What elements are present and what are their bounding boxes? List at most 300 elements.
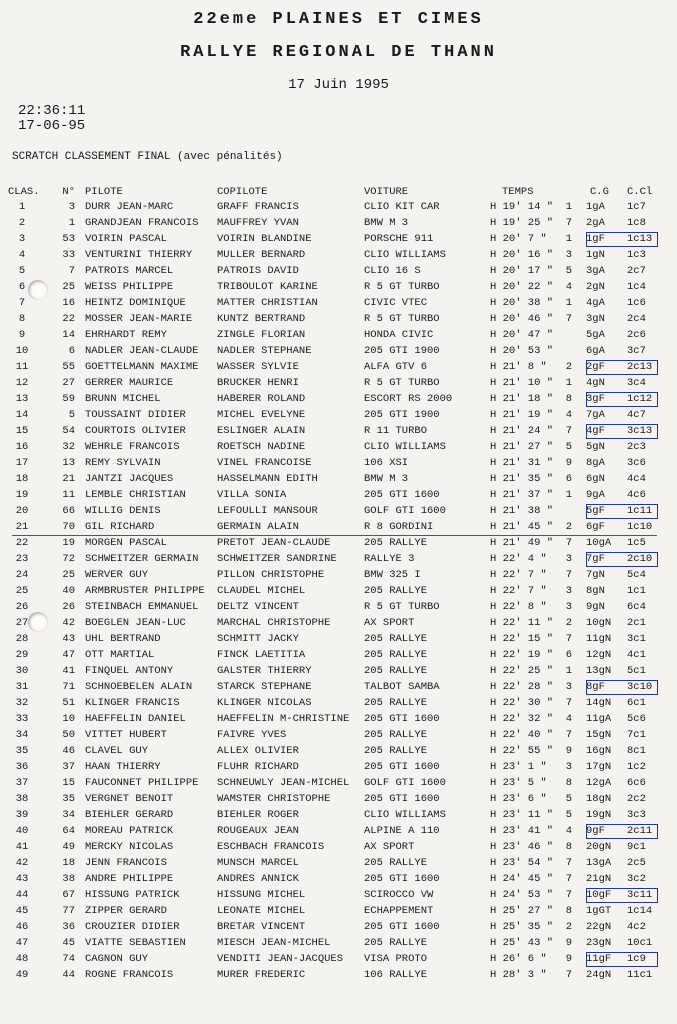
cell-pen: 8 <box>565 905 572 917</box>
cell-cg: 12gA <box>586 777 612 789</box>
col-no: N° <box>62 186 75 198</box>
cell-no: 14 <box>62 329 75 341</box>
cell-ccl: 6c6 <box>627 777 646 789</box>
cell-pen: 9 <box>565 937 572 949</box>
cell-pilote: HISSUNG PATRICK <box>85 889 180 901</box>
cell-voiture: GOLF GTI 1600 <box>364 777 446 789</box>
cell-temps: H 20' 17 " <box>490 265 554 277</box>
cell-ccl: 2c6 <box>627 329 646 341</box>
cell-cg: 9gA <box>586 489 605 501</box>
cell-no: 6 <box>68 345 75 357</box>
cell-voiture: RALLYE 3 <box>364 553 415 565</box>
cell-copilote: BIEHLER ROGER <box>217 809 299 821</box>
cell-voiture: CLIO 16 S <box>364 265 421 277</box>
col-voiture: VOITURE <box>364 186 409 198</box>
cell-clas: 11 <box>15 361 29 373</box>
cell-copilote: VENDITI JEAN-JACQUES <box>217 953 344 965</box>
cell-temps: H 22' 19 " <box>490 649 554 661</box>
cell-pilote: JANTZI JACQUES <box>85 473 174 485</box>
cell-clas: 41 <box>15 841 29 853</box>
cell-pen: 3 <box>565 601 572 613</box>
cell-cg: 3gF <box>586 393 605 405</box>
cell-pen: 3 <box>565 585 572 597</box>
cell-pen: 2 <box>565 361 572 373</box>
cell-voiture: 205 GTI 1600 <box>364 873 440 885</box>
cell-cg: 5gN <box>586 441 605 453</box>
cell-cg: 2gF <box>586 361 605 373</box>
cell-ccl: 6c4 <box>627 601 646 613</box>
cell-no: 26 <box>62 601 75 613</box>
cell-temps: H 20' 47 " <box>490 329 554 341</box>
cell-temps: H 22' 15 " <box>490 633 554 645</box>
cell-temps: H 20' 22 " <box>490 281 554 293</box>
cell-no: 3 <box>68 201 75 213</box>
cell-ccl: 5c6 <box>627 713 646 725</box>
cell-ccl: 8c1 <box>627 745 646 757</box>
cell-pilote: ARMBRUSTER PHILIPPE <box>85 585 205 597</box>
cell-copilote: GERMAIN ALAIN <box>217 521 299 533</box>
cell-no: 55 <box>62 361 75 373</box>
cell-cg: 12gN <box>586 649 612 661</box>
cell-pilote: ANDRE PHILIPPE <box>85 873 174 885</box>
cell-pen: 2 <box>565 617 572 629</box>
cell-cg: 23gN <box>586 937 612 949</box>
cell-clas: 1 <box>18 201 26 213</box>
cell-pen: 6 <box>565 649 572 661</box>
cell-copilote: KLINGER NICOLAS <box>217 697 312 709</box>
cell-copilote: FINCK LAETITIA <box>217 649 306 661</box>
cell-cg: 7gF <box>586 553 605 565</box>
cell-pilote: VERGNET BENOIT <box>85 793 174 805</box>
cell-clas: 37 <box>15 777 29 789</box>
cell-pilote: MOREAU PATRICK <box>85 825 174 837</box>
cell-ccl: 1c1 <box>627 585 646 597</box>
cell-ccl: 4c1 <box>627 649 646 661</box>
cell-temps: H 21' 31 " <box>490 457 554 469</box>
cell-no: 25 <box>62 281 75 293</box>
cell-clas: 45 <box>15 905 29 917</box>
cell-cg: 15gN <box>586 729 612 741</box>
cell-pen: 3 <box>565 681 572 693</box>
cell-pen: 7 <box>565 697 572 709</box>
cell-temps: H 19' 25 " <box>490 217 554 229</box>
cell-temps: H 20' 16 " <box>490 249 554 261</box>
cell-clas: 36 <box>15 761 29 773</box>
cell-ccl: 1c7 <box>627 201 646 213</box>
cell-temps: H 21' 10 " <box>490 377 554 389</box>
cell-clas: 46 <box>15 921 29 933</box>
cell-pilote: OTT MARTIAL <box>85 649 155 661</box>
cell-cg: 19gN <box>586 809 612 821</box>
cell-voiture: R 5 GT TURBO <box>364 281 440 293</box>
cell-no: 54 <box>62 425 75 437</box>
cell-voiture: 106 XSI <box>364 457 409 469</box>
cell-temps: H 25' 35 " <box>490 921 554 933</box>
cell-copilote: LEONATE MICHEL <box>217 905 306 917</box>
cell-clas: 19 <box>15 489 29 501</box>
print-time: 22:36:11 <box>18 103 86 119</box>
cell-pilote: UHL BERTRAND <box>85 633 161 645</box>
event-date: 17 Juin 1995 <box>288 77 389 93</box>
cell-ccl: 1c6 <box>627 297 646 309</box>
cell-copilote: ANDRES ANNICK <box>217 873 299 885</box>
punch-hole-icon <box>28 612 48 632</box>
cell-cg: 1gN <box>586 249 605 261</box>
cell-clas: 13 <box>15 393 29 405</box>
cell-no: 71 <box>62 681 75 693</box>
cell-pilote: EHRHARDT REMY <box>85 329 167 341</box>
cell-pen: 4 <box>565 281 572 293</box>
cell-clas: 32 <box>15 697 29 709</box>
cell-ccl: 2c11 <box>627 825 653 837</box>
cell-copilote: ROUGEAUX JEAN <box>217 825 299 837</box>
cell-temps: H 22' 7 " <box>490 569 547 581</box>
cell-voiture: BMW M 3 <box>364 473 409 485</box>
cell-clas: 7 <box>18 297 26 309</box>
cell-ccl: 3c6 <box>627 457 646 469</box>
cell-copilote: GRAFF FRANCIS <box>217 201 299 213</box>
cell-temps: H 21' 8 " <box>490 361 547 373</box>
cell-cg: 14gN <box>586 697 612 709</box>
cell-voiture: PORSCHE 911 <box>364 233 434 245</box>
cell-temps: H 25' 43 " <box>490 937 554 949</box>
cell-no: 49 <box>62 841 75 853</box>
cell-cg: 4gA <box>586 297 605 309</box>
cell-no: 13 <box>62 457 75 469</box>
cell-ccl: 2c2 <box>627 793 646 805</box>
cell-voiture: HONDA CIVIC <box>364 329 434 341</box>
cell-ccl: 5c1 <box>627 665 646 677</box>
cell-cg: 13gA <box>586 857 612 869</box>
cell-copilote: WAMSTER CHRISTOPHE <box>217 793 331 805</box>
cell-copilote: VOIRIN BLANDINE <box>217 233 312 245</box>
cell-no: 43 <box>62 633 75 645</box>
cell-clas: 44 <box>15 889 29 901</box>
cell-copilote: MIESCH JEAN-MICHEL <box>217 937 331 949</box>
cell-pilote: GRANDJEAN FRANCOIS <box>85 217 199 229</box>
cell-copilote: ZINGLE FLORIAN <box>217 329 306 341</box>
cell-copilote: SCHWEITZER SANDRINE <box>217 553 337 565</box>
cell-pen: 6 <box>565 473 572 485</box>
cell-clas: 35 <box>15 745 29 757</box>
cell-ccl: 5c4 <box>627 569 646 581</box>
cell-voiture: 205 RALLYE <box>364 633 428 645</box>
cell-pilote: VITTET HUBERT <box>85 729 167 741</box>
cell-pen: 1 <box>565 489 572 501</box>
cell-cg: 10gN <box>586 617 612 629</box>
cell-copilote: NADLER STEPHANE <box>217 345 312 357</box>
cell-pilote: WILLIG DENIS <box>85 505 161 517</box>
col-pilote: PILOTE <box>85 186 123 198</box>
cell-ccl: 3c7 <box>627 345 646 357</box>
cell-clas: 34 <box>15 729 29 741</box>
cell-ccl: 3c2 <box>627 873 646 885</box>
cell-copilote: VILLA SONIA <box>217 489 287 501</box>
cell-copilote: GALSTER THIERRY <box>217 665 312 677</box>
red-divider-line <box>12 535 657 536</box>
cell-no: 59 <box>62 393 75 405</box>
cell-cg: 10gF <box>586 889 612 901</box>
cell-pen: 7 <box>565 217 572 229</box>
cell-voiture: R 5 GT TURBO <box>364 313 440 325</box>
cell-clas: 25 <box>15 585 29 597</box>
cell-clas: 14 <box>15 409 29 421</box>
cell-cg: 3gN <box>586 313 605 325</box>
cell-pen: 5 <box>565 441 572 453</box>
cell-cg: 9gF <box>586 825 605 837</box>
cell-pilote: ZIPPER GERARD <box>85 905 167 917</box>
cell-clas: 18 <box>15 473 29 485</box>
cell-temps: H 25' 27 " <box>490 905 554 917</box>
cell-pilote: PATROIS MARCEL <box>85 265 174 277</box>
cell-cg: 5gA <box>586 329 605 341</box>
cell-pilote: LEMBLE CHRISTIAN <box>85 489 186 501</box>
cell-no: 34 <box>62 809 75 821</box>
cell-pen: 7 <box>565 633 572 645</box>
cell-voiture: R 5 GT TURBO <box>364 601 440 613</box>
cell-cg: 18gN <box>586 793 612 805</box>
cell-pen: 2 <box>565 521 572 533</box>
cell-temps: H 21' 27 " <box>490 441 554 453</box>
cell-no: 10 <box>62 713 75 725</box>
cell-voiture: R 11 TURBO <box>364 425 428 437</box>
cell-temps: H 23' 6 " <box>490 793 547 805</box>
cell-temps: H 19' 14 " <box>490 201 554 213</box>
col-clas: CLAS. <box>8 186 40 198</box>
cell-no: 38 <box>62 873 75 885</box>
cell-no: 22 <box>62 313 75 325</box>
cell-cg: 2gN <box>586 281 605 293</box>
cell-pen: 9 <box>565 457 572 469</box>
cell-temps: H 20' 46 " <box>490 313 554 325</box>
cell-no: 35 <box>62 793 75 805</box>
cell-voiture: SCIROCCO VW <box>364 889 434 901</box>
cell-temps: H 23' 1 " <box>490 761 547 773</box>
cell-no: 33 <box>62 249 75 261</box>
cell-pilote: WEHRLE FRANCOIS <box>85 441 180 453</box>
cell-copilote: FAIVRE YVES <box>217 729 287 741</box>
cell-pen: 3 <box>565 761 572 773</box>
cell-voiture: 205 GTI 1600 <box>364 489 440 501</box>
cell-pilote: FINQUEL ANTONY <box>85 665 174 677</box>
cell-copilote: FLUHR RICHARD <box>217 761 299 773</box>
cell-ccl: 1c13 <box>627 233 653 245</box>
cell-pilote: ROGNE FRANCOIS <box>85 969 174 981</box>
col-ccl: C.Cl <box>627 186 653 198</box>
cell-temps: H 23' 5 " <box>490 777 547 789</box>
cell-cg: 10gA <box>586 537 612 549</box>
cell-cg: 6gA <box>586 345 605 357</box>
cell-pilote: KLINGER FRANCIS <box>85 697 180 709</box>
cell-copilote: CLAUDEL MICHEL <box>217 585 306 597</box>
cell-voiture: R 5 GT TURBO <box>364 377 440 389</box>
cell-temps: H 24' 53 " <box>490 889 554 901</box>
cell-clas: 39 <box>15 809 29 821</box>
cell-cg: 7gN <box>586 569 605 581</box>
cell-voiture: 205 GTI 1600 <box>364 713 440 725</box>
cell-pen: 5 <box>565 793 572 805</box>
cell-ccl: 1c4 <box>627 281 646 293</box>
cell-cg: 8gN <box>586 585 605 597</box>
cell-copilote: MICHEL EVELYNE <box>217 409 306 421</box>
cell-copilote: MARCHAL CHRISTOPHE <box>217 617 331 629</box>
cell-ccl: 4c2 <box>627 921 646 933</box>
cell-voiture: 205 GTI 1600 <box>364 761 440 773</box>
cell-pilote: VENTURINI THIERRY <box>85 249 193 261</box>
cell-voiture: 205 RALLYE <box>364 585 428 597</box>
cell-clas: 23 <box>15 553 29 565</box>
cell-no: 25 <box>62 569 75 581</box>
cell-temps: H 23' 11 " <box>490 809 554 821</box>
cell-voiture: ECHAPPEMENT <box>364 905 434 917</box>
cell-pilote: BOEGLEN JEAN-LUC <box>85 617 186 629</box>
cell-temps: H 22' 25 " <box>490 665 554 677</box>
cell-voiture: 205 GTI 1900 <box>364 345 440 357</box>
print-date: 17-06-95 <box>18 118 86 134</box>
cell-voiture: CLIO KIT CAR <box>364 201 440 213</box>
cell-no: 64 <box>62 825 75 837</box>
cell-clas: 2 <box>18 217 26 229</box>
cell-clas: 12 <box>15 377 29 389</box>
cell-copilote: PILLON CHRISTOPHE <box>217 569 325 581</box>
cell-pen: 1 <box>565 201 572 213</box>
cell-no: 21 <box>62 473 75 485</box>
cell-pilote: SCHWEITZER GERMAIN <box>85 553 199 565</box>
cell-clas: 42 <box>15 857 29 869</box>
cell-clas: 27 <box>15 617 29 629</box>
cell-pen: 8 <box>565 777 572 789</box>
cell-pilote: JENN FRANCOIS <box>85 857 167 869</box>
cell-pen: 9 <box>565 745 572 757</box>
cell-cg: 1gF <box>586 233 605 245</box>
document-subtitle: RALLYE REGIONAL DE THANN <box>180 43 497 62</box>
cell-cg: 4gN <box>586 377 605 389</box>
cell-cg: 7gA <box>586 409 605 421</box>
cell-pen: 3 <box>565 249 572 261</box>
cell-copilote: PATROIS DAVID <box>217 265 299 277</box>
cell-cg: 2gA <box>586 217 605 229</box>
cell-pen: 7 <box>565 425 572 437</box>
cell-temps: H 20' 38 " <box>490 297 554 309</box>
cell-ccl: 3c13 <box>627 425 653 437</box>
cell-cg: 1gGT <box>586 905 612 917</box>
cell-cg: 21gN <box>586 873 612 885</box>
cell-clas: 3 <box>18 233 26 245</box>
cell-voiture: 205 RALLYE <box>364 649 428 661</box>
cell-ccl: 4c7 <box>627 409 646 421</box>
cell-temps: H 22' 11 " <box>490 617 554 629</box>
cell-copilote: ALLEX OLIVIER <box>217 745 299 757</box>
cell-clas: 30 <box>15 665 29 677</box>
cell-clas: 6 <box>18 281 26 293</box>
cell-cg: 4gF <box>586 425 605 437</box>
cell-copilote: HASSELMANN EDITH <box>217 473 318 485</box>
cell-copilote: BRETAR VINCENT <box>217 921 306 933</box>
cell-pen: 7 <box>565 873 572 885</box>
cell-pilote: HAEFFELIN DANIEL <box>85 713 186 725</box>
cell-ccl: 2c5 <box>627 857 646 869</box>
cell-temps: H 23' 46 " <box>490 841 554 853</box>
cell-copilote: BRUCKER HENRI <box>217 377 299 389</box>
cell-ccl: 2c4 <box>627 313 646 325</box>
cell-clas: 24 <box>15 569 29 581</box>
cell-ccl: 4c4 <box>627 473 646 485</box>
cell-no: 45 <box>62 937 75 949</box>
cell-pen: 1 <box>565 297 572 309</box>
cell-ccl: 1c12 <box>627 393 653 405</box>
cell-pen: 8 <box>565 393 572 405</box>
cell-cg: 20gN <box>586 841 612 853</box>
col-cg: C.G <box>590 186 609 198</box>
cell-no: 1 <box>68 217 75 229</box>
cell-pilote: MORGEN PASCAL <box>85 537 167 549</box>
cell-no: 18 <box>62 857 75 869</box>
cell-ccl: 3c11 <box>627 889 653 901</box>
cell-copilote: KUNTZ BERTRAND <box>217 313 306 325</box>
cell-no: 32 <box>62 441 75 453</box>
cell-no: 51 <box>62 697 75 709</box>
cell-temps: H 21' 38 " <box>490 505 554 517</box>
cell-clas: 4 <box>18 249 26 261</box>
cell-ccl: 2c1 <box>627 617 646 629</box>
cell-ccl: 2c13 <box>627 361 653 373</box>
cell-pen: 7 <box>565 969 572 981</box>
classification-title: SCRATCH CLASSEMENT FINAL (avec pénalités) <box>12 151 283 163</box>
cell-clas: 5 <box>18 265 26 277</box>
cell-ccl: 1c9 <box>627 953 646 965</box>
cell-pilote: BRUNN MICHEL <box>85 393 161 405</box>
cell-cg: 9gN <box>586 601 605 613</box>
cell-cg: 17gN <box>586 761 612 773</box>
cell-temps: H 21' 45 " <box>490 521 554 533</box>
cell-pilote: SCHNOEBELEN ALAIN <box>85 681 193 693</box>
cell-copilote: HAEFFELIN M-CHRISTINE <box>217 713 350 725</box>
cell-pen: 1 <box>565 233 572 245</box>
cell-voiture: ESCORT RS 2000 <box>364 393 453 405</box>
cell-pilote: HEINTZ DOMINIQUE <box>85 297 186 309</box>
cell-temps: H 22' 4 " <box>490 553 547 565</box>
print-timestamp <box>18 104 85 134</box>
cell-copilote: HABERER ROLAND <box>217 393 306 405</box>
cell-pen: 7 <box>565 857 572 869</box>
cell-pen: 7 <box>565 537 572 549</box>
cell-clas: 38 <box>15 793 29 805</box>
cell-cg: 11gN <box>586 633 612 645</box>
cell-voiture: 205 RALLYE <box>364 857 428 869</box>
cell-temps: H 22' 40 " <box>490 729 554 741</box>
cell-pilote: WEISS PHILIPPE <box>85 281 174 293</box>
cell-copilote: MATTER CHRISTIAN <box>217 297 318 309</box>
cell-copilote: VINEL FRANCOISE <box>217 457 312 469</box>
cell-no: 42 <box>62 617 75 629</box>
cell-no: 16 <box>62 297 75 309</box>
cell-voiture: ALPINE A 110 <box>364 825 440 837</box>
cell-ccl: 11c1 <box>627 969 653 981</box>
cell-voiture: 205 RALLYE <box>364 937 428 949</box>
cell-pen: 9 <box>565 953 572 965</box>
cell-copilote: SCHNEUWLY JEAN-MICHEL <box>217 777 350 789</box>
cell-pilote: GERRER MAURICE <box>85 377 174 389</box>
cell-voiture: 205 RALLYE <box>364 537 428 549</box>
cell-no: 37 <box>62 761 75 773</box>
cell-copilote: STARCK STEPHANE <box>217 681 312 693</box>
cell-ccl: 1c14 <box>627 905 653 917</box>
cell-pen: 8 <box>565 841 572 853</box>
cell-temps: H 22' 8 " <box>490 601 547 613</box>
cell-temps: H 21' 19 " <box>490 409 554 421</box>
cell-pilote: CAGNON GUY <box>85 953 149 965</box>
cell-voiture: BMW 325 I <box>364 569 421 581</box>
